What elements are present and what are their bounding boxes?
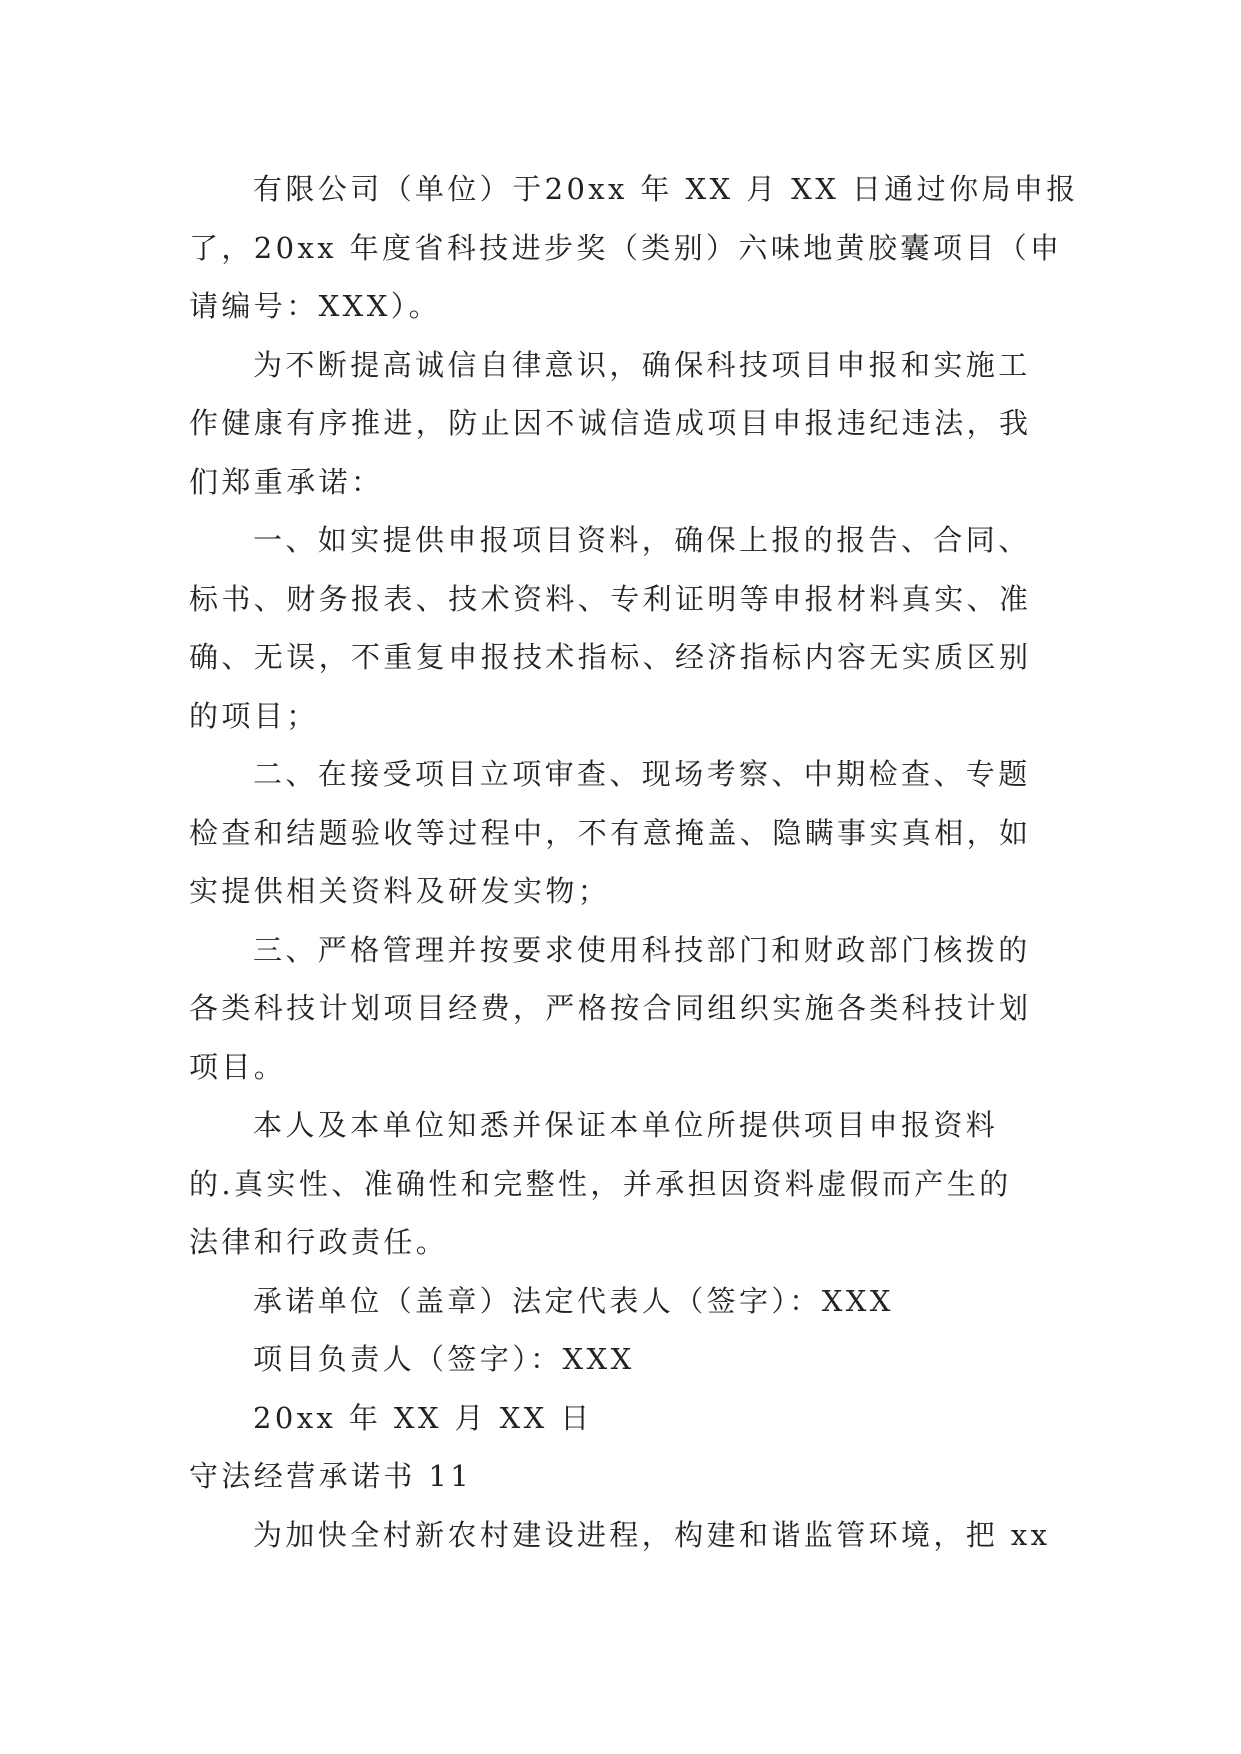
signature-line-unit: 承诺单位（盖章）法定代表人（签字）：XXX: [253, 1283, 894, 1318]
text-line: 标书、财务报表、技术资料、专利证明等申报材料真实、准: [189, 581, 1032, 616]
text-line: 检查和结题验收等过程中，不有意掩盖、隐瞒事实真相，如: [189, 815, 1032, 850]
text-line: 为加快全村新农村建设进程，构建和谐监管环境，把 xx: [253, 1517, 1051, 1552]
text-line: 各类科技计划项目经费，严格按合同组织实施各类科技计划: [189, 991, 1032, 1025]
text-line: 二、在接受项目立项审查、现场考察、中期检查、专题: [253, 757, 1031, 791]
section-heading: 守法经营承诺书 11: [189, 1459, 473, 1493]
text-line: 三、严格管理并按要求使用科技部门和财政部门核拨的: [253, 932, 1031, 967]
text-line: 作健康有序推进，防止因不诚信造成项目申报违纪违法，我: [189, 406, 1032, 440]
text-line: 项目。: [189, 1049, 287, 1084]
text-line: 实提供相关资料及研发实物；: [189, 874, 611, 908]
text-line: 的.真实性、准确性和完整性，并承担因资料虚假而产生的: [189, 1166, 1012, 1201]
text-line: 确、无误，不重复申报技术指标、经济指标内容无实质区别: [189, 640, 1032, 674]
text-line: 为不断提高诚信自律意识，确保科技项目申报和实施工: [253, 347, 1031, 382]
text-line: 法律和行政责任。: [189, 1225, 449, 1259]
text-line: 的项目；: [189, 698, 319, 733]
text-line: 一、如实提供申报项目资料，确保上报的报告、合同、: [253, 523, 1031, 557]
text-line: 请编号：XXX）。: [189, 289, 442, 323]
document-body: [189, 160, 1079, 1564]
text-line: 有限公司（单位）于20xx 年 XX 月 XX 日通过你局申报: [253, 172, 1079, 206]
date-line: 20xx 年 XX 月 XX 日: [253, 1400, 593, 1435]
signature-line-leader: 项目负责人（签字）：XXX: [253, 1342, 635, 1376]
text-line: 了，20xx 年度省科技进步奖（类别）六味地黄胶囊项目（申: [189, 230, 1063, 265]
text-line: 们郑重承诺：: [189, 464, 384, 499]
text-line: 本人及本单位知悉并保证本单位所提供项目申报资料: [253, 1108, 999, 1142]
